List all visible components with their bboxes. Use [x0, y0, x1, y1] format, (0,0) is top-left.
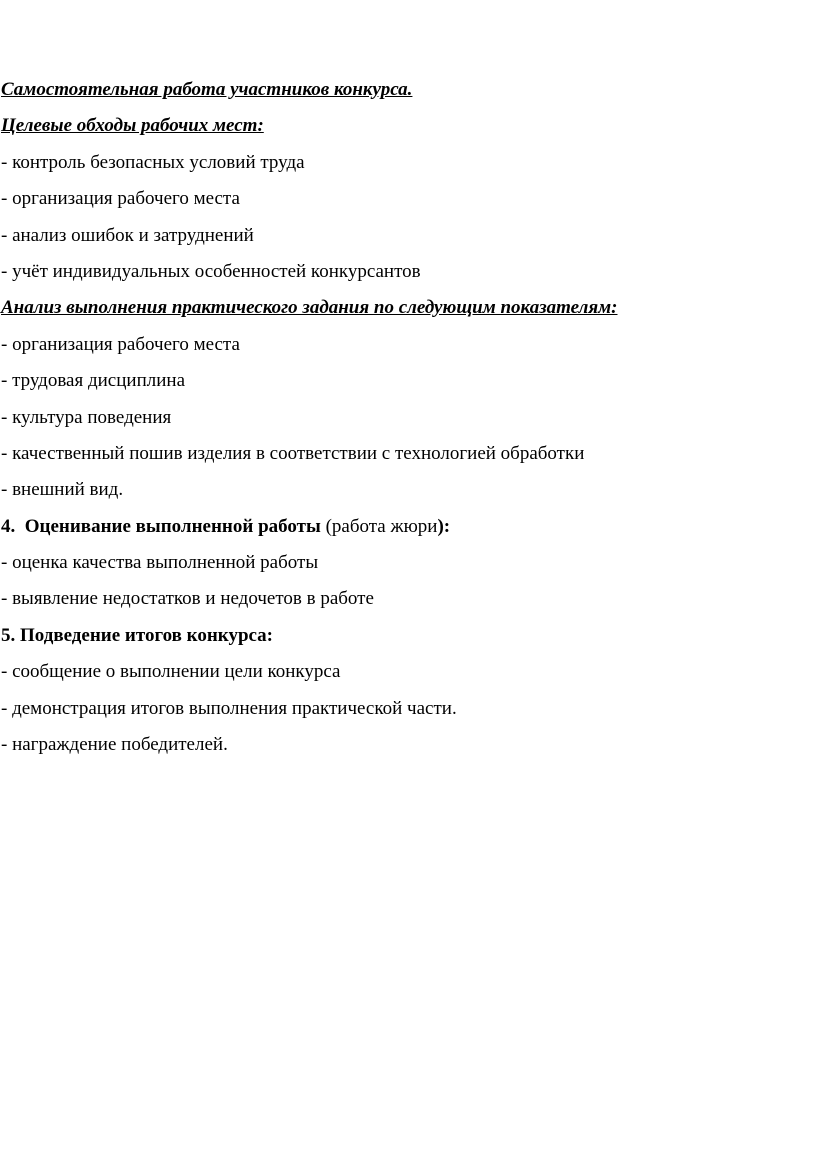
list-item: - качественный пошив изделия в соответствии с технологией обработки — [1, 442, 585, 464]
list-item: - контроль безопасных условий труда — [1, 151, 305, 173]
list-item: - организация рабочего места — [1, 333, 240, 355]
list-item: - культура поведения — [1, 406, 172, 428]
document-page — [0, 72, 816, 763]
section-4-title: Оценивание выполненной работы — [24, 515, 321, 537]
section-4-heading — [0, 509, 816, 545]
list-item: - награждение победителей. — [1, 734, 228, 756]
list-item: - демонстрация итогов выполнения практической части. — [1, 697, 457, 719]
list-item: - внешний вид. — [1, 479, 124, 501]
list-item: - оценка качества выполненной работы — [1, 552, 319, 574]
list-item: - выявление недостатков и недочетов в работе — [1, 588, 374, 610]
list-item: - сообщение о выполнении цели конкурса — [1, 661, 341, 683]
heading-analysis: Анализ выполнения практического задания по следующим показателям: — [1, 297, 618, 319]
list-item: - учёт индивидуальных особенностей конкурсантов — [1, 260, 421, 282]
list-item: - анализ ошибок и затруднений — [1, 224, 254, 246]
heading-rounds: Целевые обходы рабочих мест: — [1, 115, 264, 137]
list-item: - организация рабочего места — [1, 188, 240, 210]
heading-self-work: Самостоятельная работа участников конкурса. — [1, 79, 413, 100]
section-5-heading: 5. Подведение итогов конкурса: — [1, 624, 274, 646]
section-4-close: ): — [437, 515, 451, 537]
section-4-note: (работа жюри — [325, 515, 438, 537]
section-4-number: 4. — [1, 515, 16, 537]
list-item: - трудовая дисциплина — [1, 370, 185, 392]
